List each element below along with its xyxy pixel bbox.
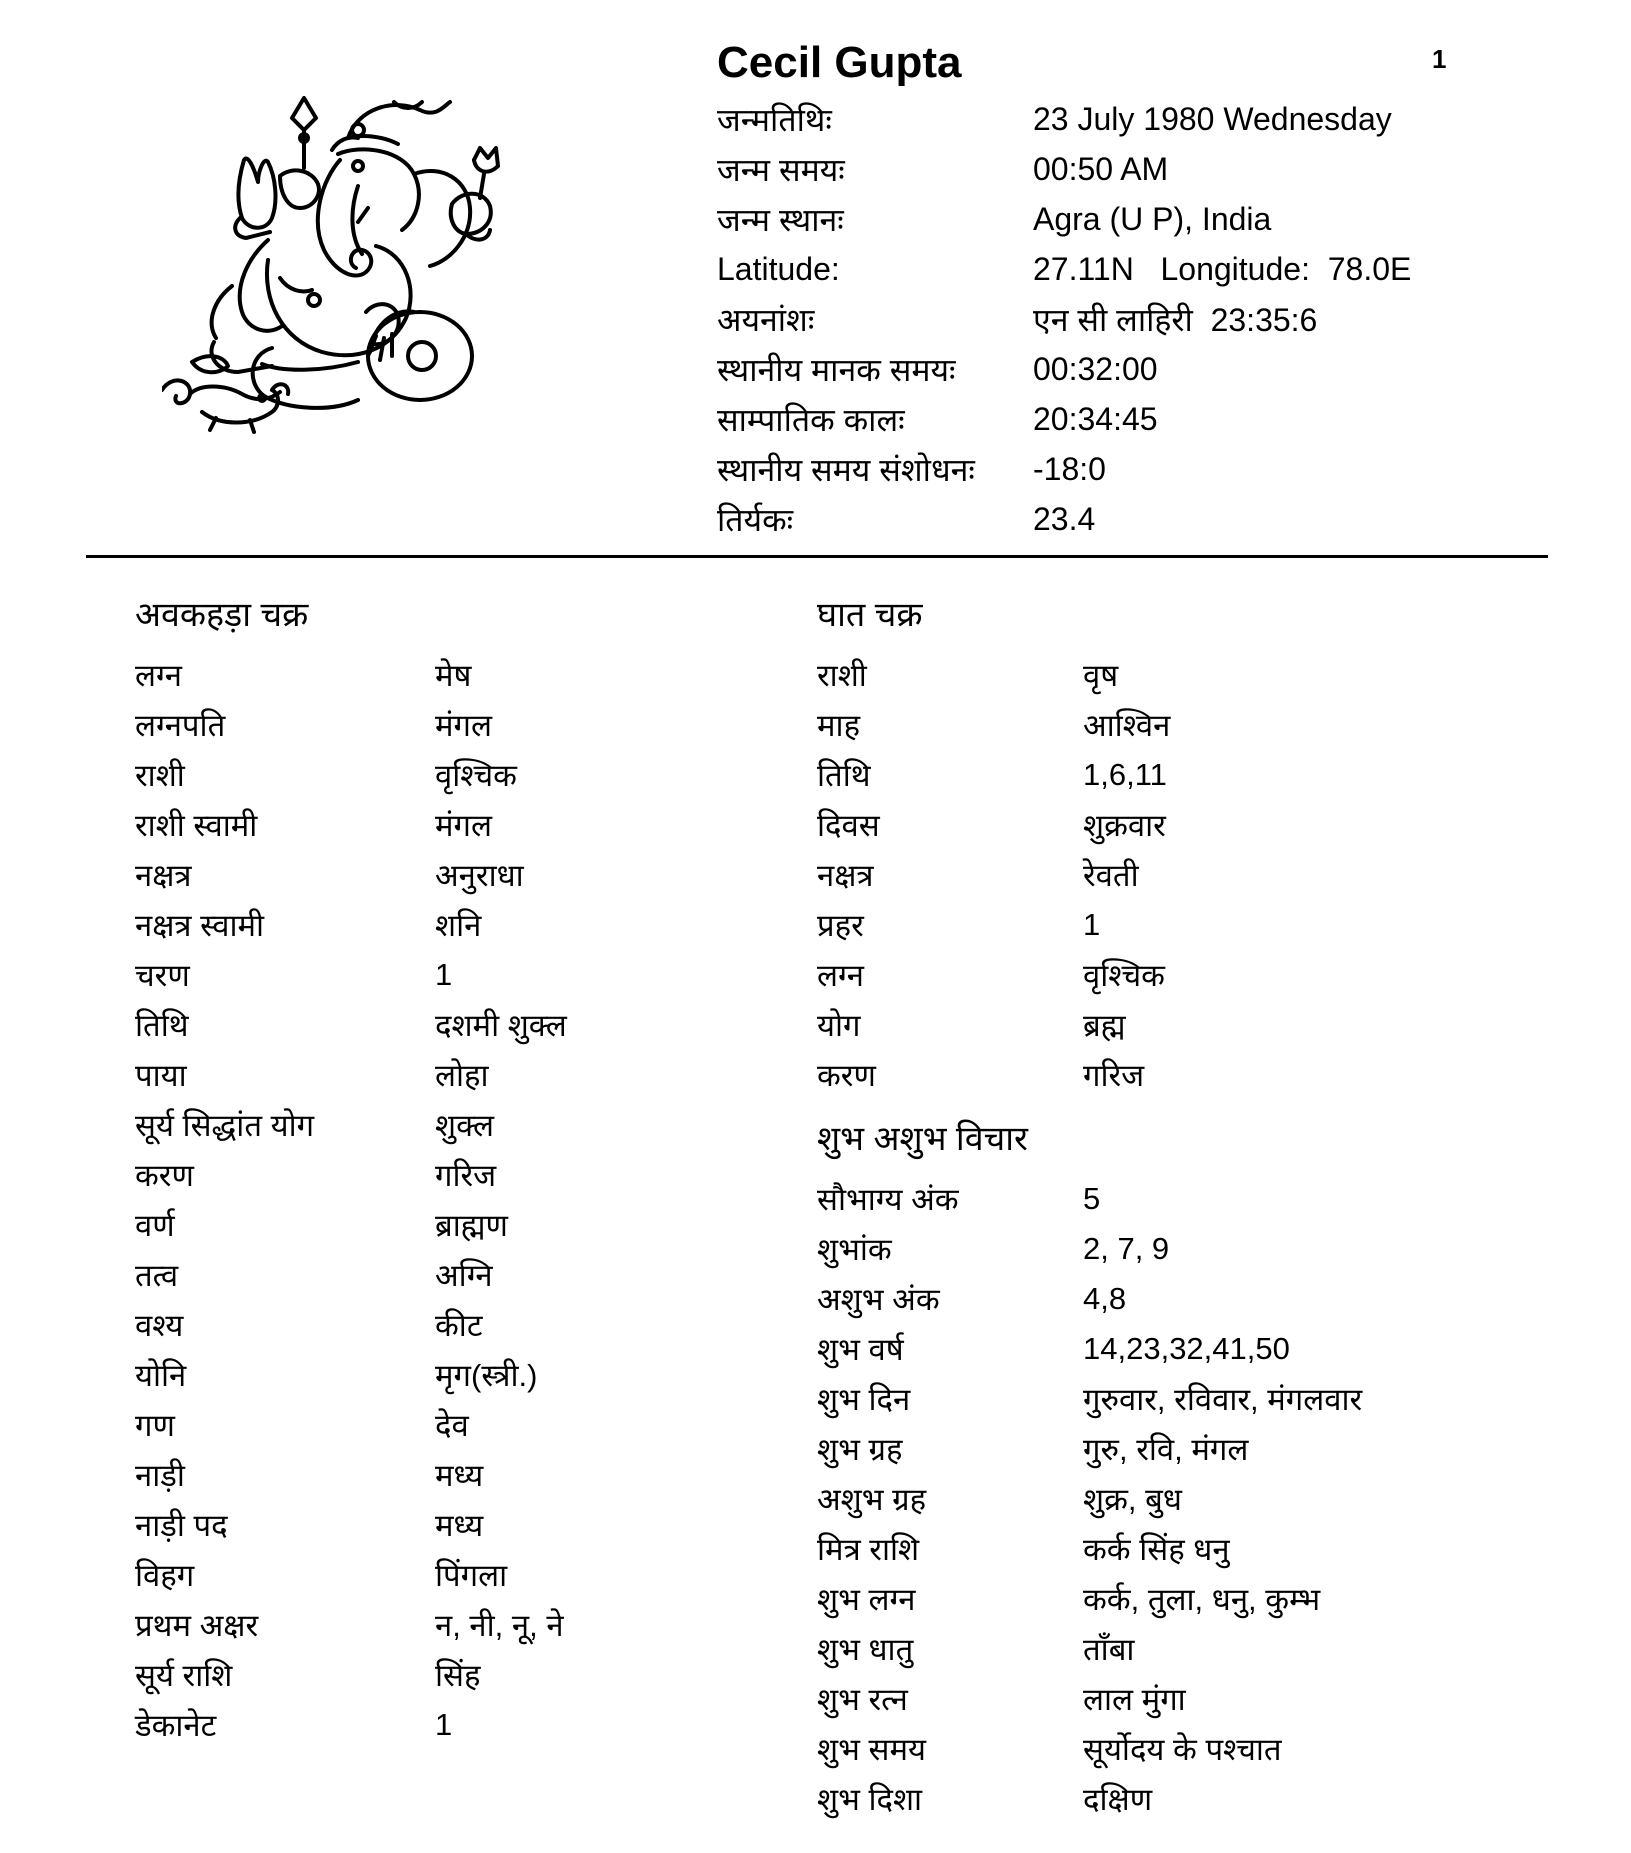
item-value: देव — [435, 1408, 469, 1443]
item-label: अशुभ ग्रह — [817, 1482, 927, 1517]
info-value: Agra (U P), India — [1033, 200, 1272, 237]
info-row-birth-date — [717, 94, 1477, 144]
item-label: शुभ रत्न — [817, 1682, 908, 1717]
item-label: प्रहर — [817, 908, 864, 943]
item-label: लग्नपति — [135, 708, 226, 743]
list-item — [817, 1524, 1537, 1574]
item-value: वृश्चिक — [1083, 958, 1165, 993]
item-label: गण — [135, 1408, 175, 1443]
item-label: नाड़ी पद — [135, 1508, 228, 1543]
item-label: नाड़ी — [135, 1458, 185, 1493]
list-item — [817, 1050, 1537, 1100]
info-label: Latitude: — [717, 250, 840, 287]
list-item — [135, 1050, 755, 1100]
list-item — [817, 900, 1537, 950]
list-item — [817, 950, 1537, 1000]
list-item — [135, 1500, 755, 1550]
list-item — [817, 1474, 1537, 1524]
info-value: एन सी लाहिरी 23:35:6 — [1033, 301, 1318, 338]
item-label: राशी — [817, 658, 867, 693]
list-item — [817, 800, 1537, 850]
ganesha-logo-icon — [162, 90, 572, 510]
item-value: 1,6,11 — [1083, 757, 1167, 792]
item-label: अशुभ अंक — [817, 1282, 940, 1317]
item-value: वृश्चिक — [435, 758, 517, 793]
item-value: 2, 7, 9 — [1083, 1231, 1170, 1266]
item-value: अग्नि — [435, 1258, 493, 1293]
list-item — [135, 1200, 755, 1250]
item-value: ब्रह्म — [1083, 1008, 1126, 1043]
list-item — [135, 1000, 755, 1050]
list-item — [817, 650, 1537, 700]
item-value: लाल मुंगा — [1083, 1682, 1186, 1717]
item-value: ब्राह्मण — [435, 1208, 508, 1243]
item-value: गुरु, रवि, मंगल — [1083, 1432, 1249, 1467]
list-item — [135, 1600, 755, 1650]
list-item — [135, 1100, 755, 1150]
item-label: तिथि — [135, 1008, 189, 1043]
list-item — [817, 700, 1537, 750]
info-row-standard-time — [717, 344, 1477, 394]
info-row-birth-time — [717, 144, 1477, 194]
item-label: नक्षत्र — [135, 858, 192, 893]
item-label: शुभ दिशा — [817, 1782, 923, 1817]
list-item — [135, 1650, 755, 1700]
item-label: शुभांक — [817, 1232, 892, 1267]
section-title: घात चक्र — [817, 596, 923, 634]
item-label: सूर्य सिद्धांत योग — [135, 1108, 315, 1143]
item-value: 1 — [435, 957, 453, 992]
item-value: सूर्योदय के पश्चात — [1083, 1732, 1282, 1767]
list-item — [817, 1774, 1537, 1824]
info-value: 00:50 AM — [1033, 150, 1169, 187]
item-value: ताँबा — [1083, 1632, 1135, 1667]
item-label: राशी स्वामी — [135, 808, 258, 843]
list-item — [135, 1350, 755, 1400]
person-name: Cecil Gupta — [717, 38, 962, 87]
item-label: सूर्य राशि — [135, 1658, 233, 1693]
list-item — [817, 1624, 1537, 1674]
item-value: दशमी शुक्ल — [435, 1008, 567, 1043]
list-item — [817, 1674, 1537, 1724]
item-label: शुभ वर्ष — [817, 1332, 904, 1367]
list-item — [135, 650, 755, 700]
item-label: तिथि — [817, 758, 871, 793]
info-value: 00:32:00 — [1033, 350, 1158, 387]
list-item — [135, 1550, 755, 1600]
info-label: जन्म स्थानः — [717, 201, 844, 238]
item-label: करण — [817, 1058, 876, 1093]
item-label: शुभ दिन — [817, 1382, 911, 1417]
item-label: शुभ समय — [817, 1732, 926, 1767]
section-title: अवकहड़ा चक्र — [135, 596, 309, 634]
info-label: तिर्यकः — [717, 501, 794, 538]
item-label: पाया — [135, 1058, 187, 1093]
item-label: राशी — [135, 758, 185, 793]
item-value: गरिज — [435, 1158, 497, 1193]
item-value: कर्क सिंह धनु — [1083, 1532, 1230, 1567]
list-item — [135, 1450, 755, 1500]
item-value: शनि — [435, 908, 482, 943]
item-label: वर्ण — [135, 1208, 175, 1243]
info-row-lat-long — [717, 244, 1477, 294]
list-item — [135, 900, 755, 950]
item-value: कर्क, तुला, धनु, कुम्भ — [1083, 1582, 1321, 1617]
item-label: माह — [817, 708, 861, 743]
item-value: 5 — [1083, 1181, 1101, 1216]
item-label: नक्षत्र — [817, 858, 874, 893]
avakahada-chakra-section — [135, 590, 755, 1750]
item-label: सौभाग्य अंक — [817, 1182, 959, 1217]
item-value: मध्य — [435, 1458, 484, 1493]
item-value: सिंह — [435, 1658, 481, 1693]
list-item — [817, 1274, 1537, 1324]
info-value: 23.4 — [1033, 500, 1096, 537]
item-value: शुक्ल — [435, 1108, 494, 1143]
info-value: 20:34:45 — [1033, 400, 1158, 437]
item-value: मंगल — [435, 708, 493, 743]
list-item — [135, 800, 755, 850]
section-divider — [86, 555, 1548, 558]
item-label: लग्न — [135, 658, 182, 693]
list-item — [817, 1324, 1537, 1374]
item-value: गरिज — [1083, 1058, 1145, 1093]
list-item — [135, 850, 755, 900]
list-item — [135, 1150, 755, 1200]
list-item — [817, 850, 1537, 900]
item-value: मेष — [435, 658, 472, 693]
item-label: दिवस — [817, 808, 880, 843]
item-label: तत्व — [135, 1258, 179, 1293]
info-label: स्थानीय मानक समयः — [717, 351, 956, 388]
info-row-sidereal-time — [717, 394, 1477, 444]
item-label: शुभ ग्रह — [817, 1432, 903, 1467]
item-value: 4,8 — [1083, 1281, 1127, 1316]
page-number: 1 — [1432, 44, 1447, 74]
item-value: आश्विन — [1083, 708, 1171, 743]
list-item — [135, 1700, 755, 1750]
item-value: शुक्रवार — [1083, 808, 1166, 843]
item-value: वृष — [1083, 658, 1119, 693]
item-value: पिंगला — [435, 1558, 508, 1593]
info-value: 23 July 1980 Wednesday — [1033, 100, 1392, 137]
item-label: योग — [817, 1008, 861, 1043]
info-label: जन्मतिथिः — [717, 101, 832, 138]
item-value: शुक्र, बुध — [1083, 1482, 1182, 1517]
item-label: शुभ धातु — [817, 1632, 914, 1667]
info-row-obliquity — [717, 494, 1477, 544]
item-value: मध्य — [435, 1508, 484, 1543]
item-value: 1 — [435, 1707, 453, 1742]
item-value: मृग(स्त्री.) — [435, 1358, 538, 1393]
item-value: कीट — [435, 1308, 483, 1343]
list-item — [817, 1424, 1537, 1474]
item-value: लोहा — [435, 1058, 489, 1093]
item-value: गुरुवार, रविवार, मंगलवार — [1083, 1382, 1363, 1417]
info-label: अयनांशः — [717, 301, 815, 338]
info-row-birth-place — [717, 194, 1477, 244]
item-label: शुभ लग्न — [817, 1582, 916, 1617]
info-value: -18:0 — [1033, 450, 1106, 487]
info-label: साम्पातिक कालः — [717, 401, 905, 438]
list-item — [135, 700, 755, 750]
list-item — [817, 1174, 1537, 1224]
item-label: योनि — [135, 1358, 187, 1393]
item-value: अनुराधा — [435, 858, 524, 893]
item-label: करण — [135, 1158, 194, 1193]
item-label: प्रथम अक्षर — [135, 1608, 259, 1643]
item-value: रेवती — [1083, 858, 1139, 893]
info-row-ayanamsha — [717, 294, 1477, 344]
shubh-ashubh-section — [817, 1114, 1537, 1824]
list-item — [817, 1374, 1537, 1424]
item-label: नक्षत्र स्वामी — [135, 908, 265, 943]
list-item — [135, 750, 755, 800]
item-label: लग्न — [817, 958, 864, 993]
info-label: जन्म समयः — [717, 151, 845, 188]
item-label: चरण — [135, 958, 190, 993]
item-value: न, नी, नू, ने — [435, 1608, 564, 1643]
list-item — [817, 1000, 1537, 1050]
list-item — [135, 1250, 755, 1300]
list-item — [817, 1574, 1537, 1624]
list-item — [817, 1724, 1537, 1774]
item-label: वश्य — [135, 1308, 184, 1343]
list-item — [135, 1400, 755, 1450]
info-label: स्थानीय समय संशोधनः — [717, 451, 975, 488]
item-value: मंगल — [435, 808, 493, 843]
list-item — [817, 750, 1537, 800]
birth-details-header — [717, 36, 1477, 544]
item-label: विहग — [135, 1558, 195, 1593]
right-column — [817, 590, 1537, 1824]
info-row-time-correction — [717, 444, 1477, 494]
item-label: डेकानेट — [135, 1708, 217, 1743]
ghaat-chakra-section — [817, 590, 1537, 1100]
section-title: शुभ अशुभ विचार — [817, 1120, 1028, 1158]
list-item — [817, 1224, 1537, 1274]
item-value: 1 — [1083, 907, 1101, 942]
item-value: दक्षिण — [1083, 1782, 1153, 1817]
list-item — [135, 1300, 755, 1350]
item-label: मित्र राशि — [817, 1532, 920, 1567]
list-item — [135, 950, 755, 1000]
item-value: 14,23,32,41,50 — [1083, 1331, 1290, 1366]
info-value: 27.11N Longitude: 78.0E — [1033, 250, 1412, 287]
